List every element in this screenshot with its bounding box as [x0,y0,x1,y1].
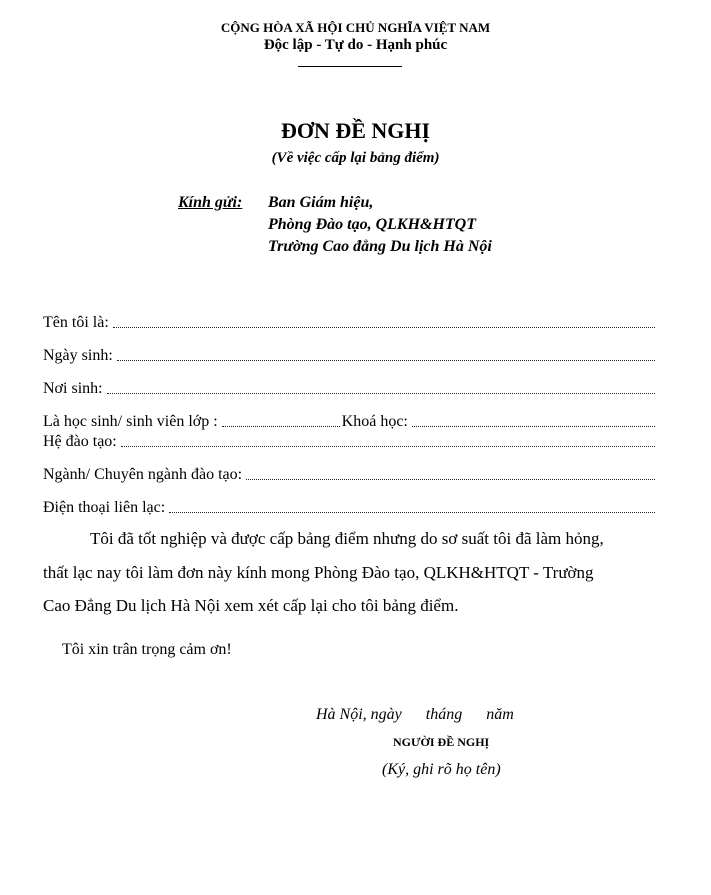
name-label: Tên tôi là: [43,314,109,331]
course-fill-line[interactable] [412,425,655,427]
major-field[interactable] [43,464,655,484]
document-subtitle: (Về việc cấp lại bảng điểm) [271,150,440,166]
major-label: Ngành/ Chuyên ngành đào tạo: [43,466,243,483]
class-fill-line[interactable] [222,425,340,427]
major-fill-line[interactable] [246,478,655,480]
recipient-line: Ban Giám hiệu, [268,194,374,211]
recipient-line: Phòng Đào tạo, QLKH&HTQT [268,216,477,233]
phone-field[interactable] [43,497,655,517]
birthdate-label: Ngày sinh: [43,347,113,364]
recipient-line: Trường Cao đẳng Du lịch Hà Nội [268,238,492,255]
nation-heading: CỘNG HÒA XÃ HỘI CHỦ NGHĨA VIỆT NAM [220,20,491,35]
birthdate-field[interactable] [43,345,655,365]
motto-underline [298,66,402,67]
signer-role: NGƯỜI ĐỀ NGHỊ [393,735,490,749]
recipient-label: Kính gửi: [178,194,243,211]
body-line: thất lạc nay tôi làm đơn này kính mong Phòng Đào tạo, QLKH&HTQT - Trường [43,563,594,582]
class-label: Là học sinh/ sinh viên lớp : [43,413,218,430]
training-system-label: Hệ đào tạo: [43,433,117,450]
phone-label: Điện thoại liên lạc: [43,499,166,516]
body-line: Tôi đã tốt nghiệp và được cấp bảng điểm nhưng do sơ suất tôi đã làm hỏng, [90,529,604,548]
birthdate-fill-line[interactable] [117,359,655,361]
training-system-fill-line[interactable] [121,445,655,447]
name-fill-line[interactable] [113,326,655,328]
signature-note: (Ký, ghi rõ họ tên) [382,761,501,778]
thanks-text: Tôi xin trân trọng cảm ơn! [62,641,232,658]
phone-fill-line[interactable] [169,511,655,513]
document-title: ĐƠN ĐỀ NGHỊ [280,118,431,143]
name-field[interactable] [43,312,655,332]
birthplace-field[interactable] [43,378,655,398]
motto: Độc lập - Tự do - Hạnh phúc [263,37,448,53]
body-line: Cao Đẳng Du lịch Hà Nội xem xét cấp lại cho tôi bảng điểm. [43,596,459,615]
place-date: Hà Nội, ngày tháng năm [316,706,514,723]
birthplace-label: Nơi sinh: [43,380,103,397]
course-label: Khoá học: [341,413,408,430]
class-course-field[interactable] [43,411,655,431]
training-system-field[interactable] [43,431,655,451]
birthplace-fill-line[interactable] [107,392,655,394]
